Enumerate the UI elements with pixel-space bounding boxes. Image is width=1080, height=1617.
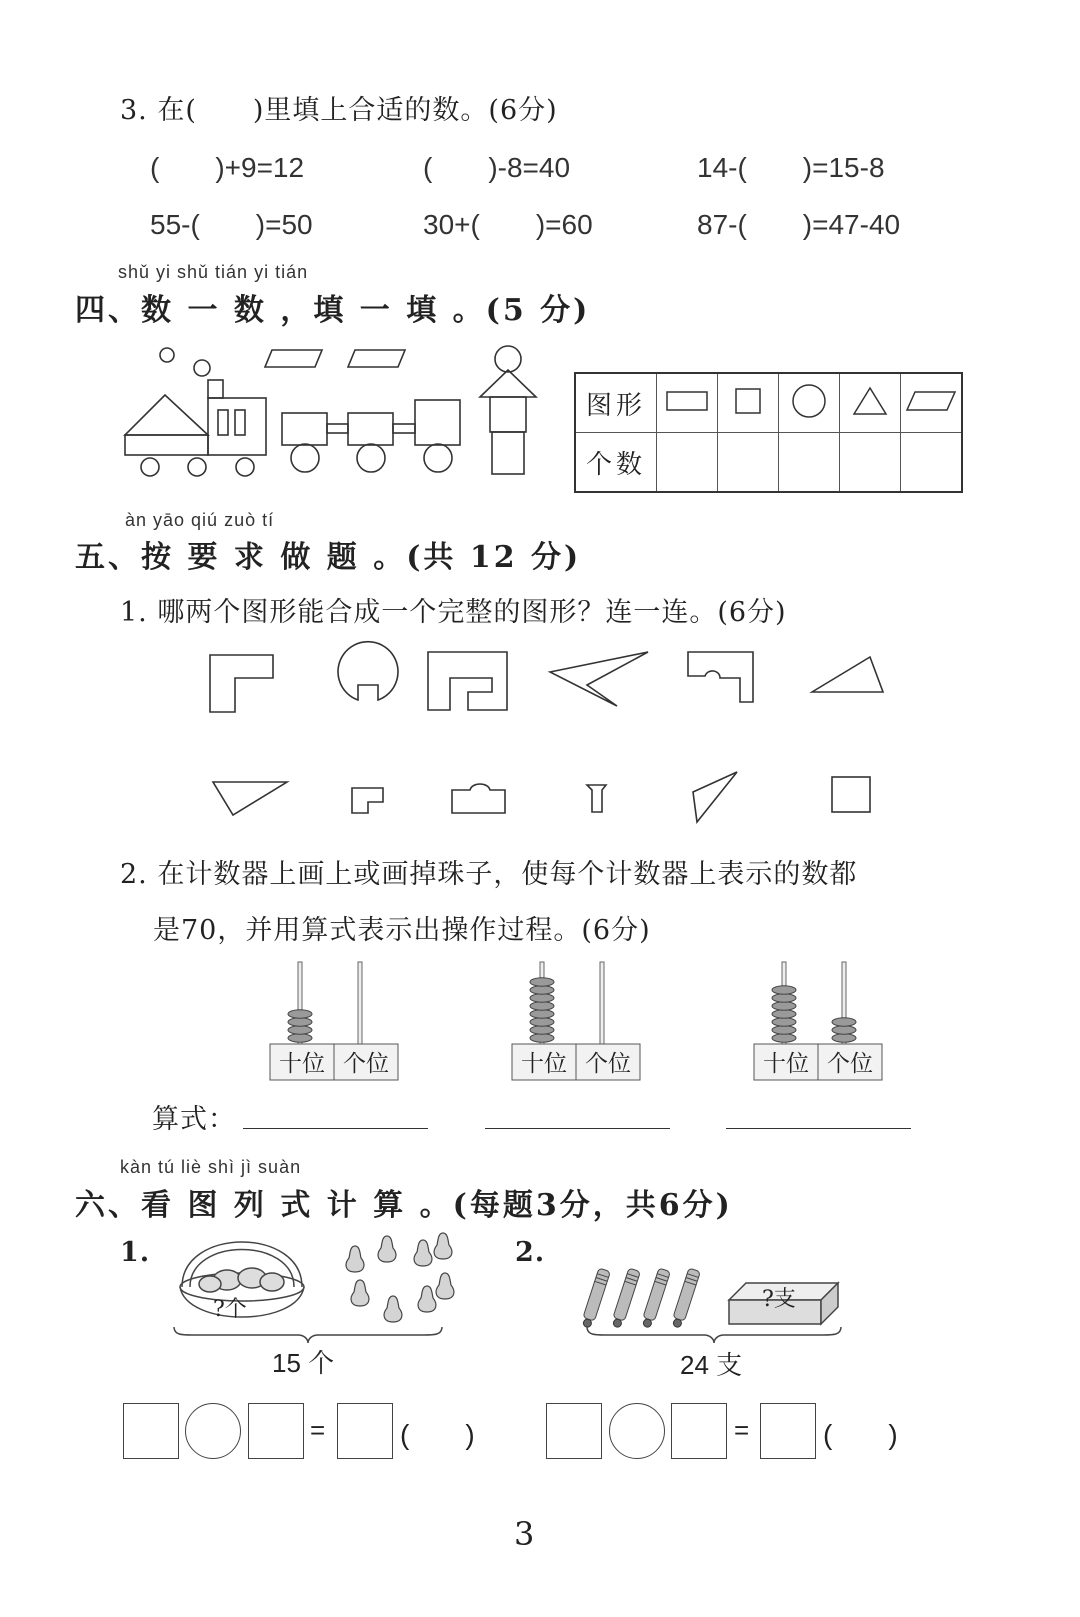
marker-icon — [670, 1268, 700, 1329]
equation-1[interactable]: ( )+9=12 — [150, 152, 305, 183]
shapes-bottom-row — [200, 760, 900, 830]
formula-blank-2[interactable] — [485, 1128, 670, 1129]
shapes-top-row — [200, 640, 900, 720]
brace-1 — [172, 1325, 444, 1345]
equation-2[interactable]: ( )-8=40 — [423, 152, 571, 183]
count-cell-parallelogram[interactable] — [901, 433, 963, 493]
sec5-q2-line1: 2. 在计数器上画上或画掉珠子，使每个计数器上表示的数都 — [120, 859, 858, 890]
q3-title: 3. 在( )里填上合适的数。(6分) — [120, 95, 558, 126]
answer-box-1a[interactable] — [123, 1403, 179, 1459]
abacus-bead-ones — [832, 1034, 856, 1042]
abacus-bead-tens — [288, 1018, 312, 1026]
abacus-label-tens: 十位 — [279, 1051, 325, 1077]
rectangle-icon — [657, 373, 718, 433]
parallelogram-icon — [901, 373, 963, 433]
abacus-bead-tens — [530, 994, 554, 1002]
pears-group — [335, 1230, 455, 1330]
answer-box-1c[interactable] — [337, 1403, 393, 1459]
formula-label: 算式： — [152, 1104, 236, 1135]
abacus-2[interactable] — [510, 958, 645, 1083]
train-figure — [120, 340, 470, 480]
answer-box-2a[interactable] — [546, 1403, 602, 1459]
abacus-bead-ones — [832, 1018, 856, 1026]
sec4-pinyin: shǔ yi shǔ tián yi tián — [118, 262, 309, 282]
sec6-title: 六、看 图 列 式 计 算 。(每题3分，共6分) — [75, 1188, 733, 1223]
answer-box-2c[interactable] — [760, 1403, 816, 1459]
marker-icon — [640, 1268, 670, 1329]
abacus-bead-tens — [530, 1018, 554, 1026]
count-cell-circle[interactable] — [779, 433, 840, 493]
unit-paren-1[interactable]: ( ) — [400, 1419, 475, 1450]
count-table — [574, 372, 963, 493]
count-cell-triangle[interactable] — [840, 433, 901, 493]
abacus-label-tens: 十位 — [763, 1051, 809, 1077]
abacus-bead-tens — [530, 1034, 554, 1042]
pear-icon — [384, 1296, 402, 1322]
pear-icon — [351, 1280, 369, 1306]
equation-6[interactable]: 87-( )=47-40 — [697, 209, 901, 240]
count-cell-rectangle[interactable] — [657, 433, 718, 493]
total-apples: 15 个 — [272, 1348, 335, 1378]
circle-icon — [779, 373, 840, 433]
abacus-bead-tens — [288, 1034, 312, 1042]
equals-sign-2: = — [734, 1415, 750, 1445]
abacus-bead-tens — [530, 1026, 554, 1034]
abacus-bead-tens — [772, 1010, 796, 1018]
abacus-bead-tens — [772, 994, 796, 1002]
abacus-label-ones: 个位 — [827, 1051, 873, 1077]
triangle-icon — [840, 373, 901, 433]
pear-icon — [418, 1286, 436, 1312]
robot-figure — [478, 345, 548, 480]
answer-box-1b[interactable] — [248, 1403, 304, 1459]
abacus-bead-tens — [772, 1026, 796, 1034]
pear-icon — [434, 1233, 452, 1259]
unit-paren-2[interactable]: ( ) — [823, 1419, 898, 1450]
problem-1-number: 1. — [120, 1237, 151, 1268]
abacus-bead-tens — [530, 1002, 554, 1010]
sec6-pinyin: kàn tú liè shì jì suàn — [120, 1157, 302, 1177]
pear-icon — [436, 1273, 454, 1299]
pear-icon — [414, 1240, 432, 1266]
abacus-bead-tens — [288, 1010, 312, 1018]
table-header-shape: 图形 — [575, 373, 657, 433]
brace-2 — [585, 1325, 843, 1345]
sec5-q1: 1. 哪两个图形能合成一个完整的图形？连一连。(6分) — [120, 597, 787, 628]
abacus-bead-tens — [772, 986, 796, 994]
formula-blank-1[interactable] — [243, 1128, 428, 1129]
equation-3[interactable]: 14-( )=15-8 — [697, 152, 885, 183]
abacus-bead-tens — [772, 1034, 796, 1042]
operator-circle-2[interactable] — [609, 1403, 665, 1459]
marker-icon — [580, 1268, 610, 1329]
abacus-bead-tens — [772, 1018, 796, 1026]
abacus-rod-ones — [358, 962, 362, 1044]
answer-box-2b[interactable] — [671, 1403, 727, 1459]
table-header-count: 个数 — [575, 433, 657, 493]
abacus-bead-tens — [530, 978, 554, 986]
equals-sign-1: = — [310, 1415, 326, 1445]
square-icon — [718, 373, 779, 433]
abacus-3[interactable] — [752, 958, 887, 1083]
equation-5[interactable]: 30+( )=60 — [423, 209, 593, 240]
unknown-markers: ?支 — [762, 1287, 796, 1312]
count-cell-square[interactable] — [718, 433, 779, 493]
abacus-bead-tens — [772, 1002, 796, 1010]
formula-blank-3[interactable] — [726, 1128, 911, 1129]
page-number: 3 — [514, 1515, 535, 1553]
abacus-bead-ones — [832, 1026, 856, 1034]
sec5-pinyin: àn yāo qiú zuò tí — [125, 510, 275, 530]
pear-icon — [346, 1246, 364, 1272]
abacus-bead-tens — [530, 986, 554, 994]
abacus-bead-tens — [288, 1026, 312, 1034]
sec4-title: 四、数 一 数 ，填 一 填 。(5 分) — [75, 293, 591, 328]
operator-circle-1[interactable] — [185, 1403, 241, 1459]
unknown-apples: ?个 — [213, 1297, 247, 1322]
abacus-label-tens: 十位 — [521, 1051, 567, 1077]
marker-icon — [610, 1268, 640, 1329]
equation-4[interactable]: 55-( )=50 — [150, 209, 313, 240]
abacus-rod-ones — [600, 962, 604, 1044]
abacus-bead-tens — [530, 1010, 554, 1018]
abacus-1[interactable] — [268, 958, 403, 1083]
sec5-title: 五、按 要 求 做 题 。(共 12 分) — [75, 540, 582, 575]
problem-2-number: 2. — [515, 1237, 546, 1268]
sec5-q2-line2: 是70，并用算式表示出操作过程。(6分) — [153, 915, 651, 946]
abacus-label-ones: 个位 — [343, 1051, 389, 1077]
total-markers: 24 支 — [680, 1350, 743, 1380]
pear-icon — [378, 1236, 396, 1262]
abacus-label-ones: 个位 — [585, 1051, 631, 1077]
